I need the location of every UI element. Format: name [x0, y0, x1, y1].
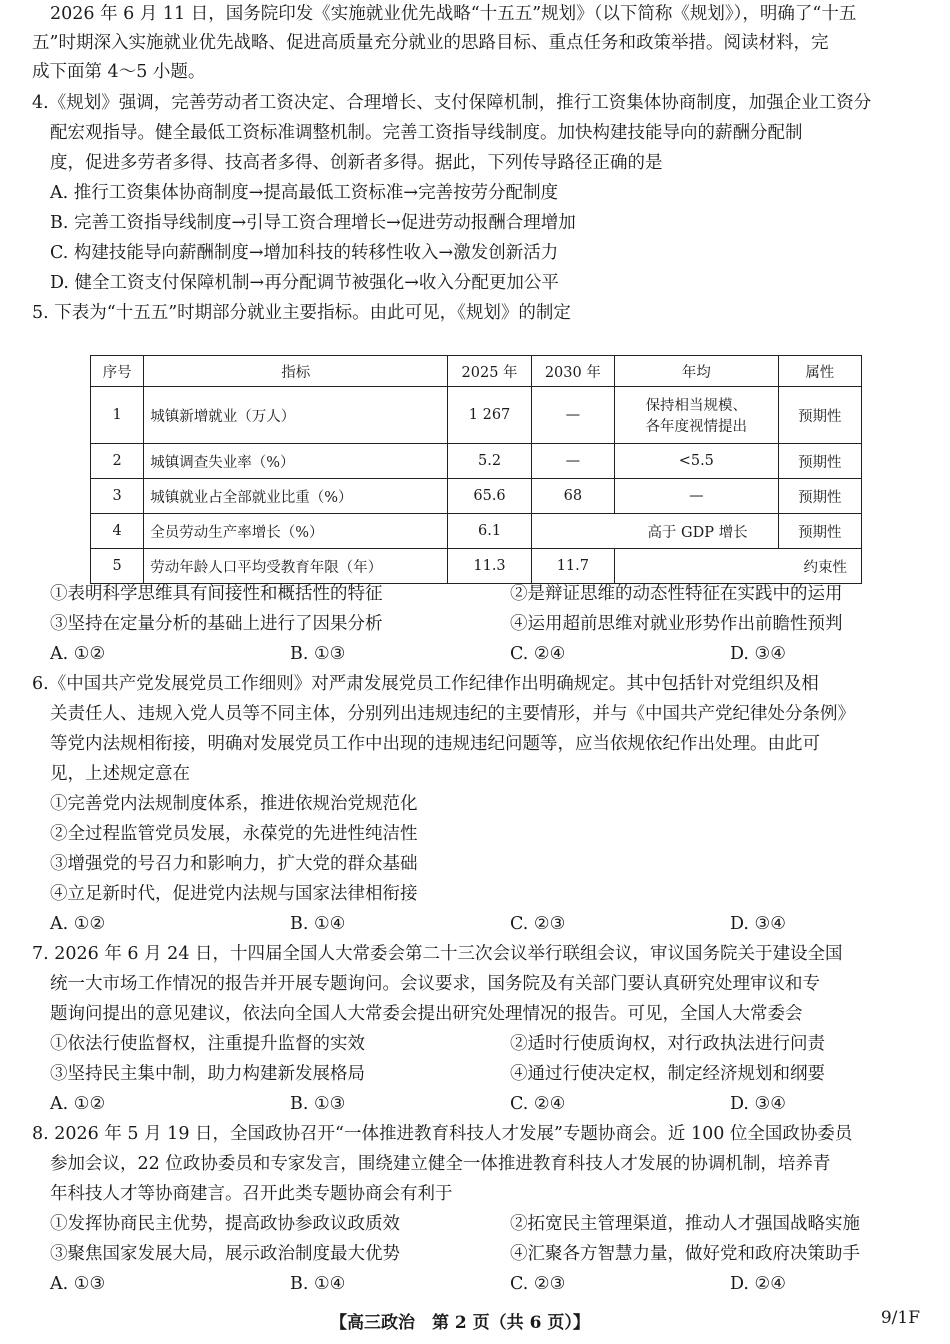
q5-statement-4: ④运用超前思维对就业形势作出前瞻性预判 — [510, 614, 843, 634]
table-cell: 1 267 — [448, 387, 531, 444]
table-header-attribute: 属性 — [778, 356, 861, 387]
q6-stem-line-3: 等党内法规相衔接，明确对发展党员工作中出现的违规违纪问题等，应当依规依纪作出处理。由此可 — [50, 734, 820, 754]
table-cell: 1 — [91, 387, 144, 444]
table-cell: 5.2 — [448, 444, 531, 479]
employment-indicators-table — [90, 355, 862, 584]
q7-statement-1: ①依法行使监督权，注重提升监督的实效 — [50, 1034, 365, 1054]
q7-choice-b: B. ①③ — [290, 1094, 346, 1114]
q4-stem-line-3: 度，促进多劳者多得、技高者多得、创新者多得。据此，下列传导路径正确的是 — [50, 153, 663, 173]
q8-statement-4: ④汇聚各方智慧力量，做好党和政府决策助手 — [510, 1244, 860, 1264]
table-row — [91, 479, 862, 514]
q6-statement-1: ①完善党内法规制度体系，推进依规治党规范化 — [50, 794, 418, 814]
q5-statement-2: ②是辩证思维的动态性特征在实践中的运用 — [510, 584, 843, 604]
footer-code: 9/1F — [880, 1308, 920, 1328]
table-cell: 预期性 — [778, 387, 861, 444]
table-cell: 约束性 — [615, 549, 862, 584]
q5-stem: 5. 下表为“十五五”时期部分就业主要指标。由此可见，《规划》的制定 — [32, 303, 571, 323]
table-cell: 预期性 — [778, 444, 861, 479]
table-cell — [615, 387, 779, 444]
q8-stem-line-2: 参加会议，22 位政协委员和专家发言，围绕建立健全一体推进教育科技人才发展的协调机制，培养青 — [50, 1154, 831, 1174]
q7-stem-line-3: 题询问提出的意见建议，依法向全国人大常委会提出研究处理情况的报告。可见，全国人大常委会 — [50, 1004, 803, 1024]
table-cell: 2 — [91, 444, 144, 479]
table-cell: 城镇新增就业（万人） — [144, 387, 448, 444]
table-header-2030: 2030 年 — [531, 356, 614, 387]
q4-option-c: C. 构建技能导向薪酬制度→增加科技的转移性收入→激发创新活力 — [50, 243, 559, 263]
q8-choice-d: D. ②④ — [730, 1274, 786, 1294]
table-cell: 劳动年龄人口平均受教育年限（年） — [144, 549, 448, 584]
q5-statement-3: ③坚持在定量分析的基础上进行了因果分析 — [50, 614, 383, 634]
table-cell: 预期性 — [778, 514, 861, 549]
table-cell-line: 各年度视情提出 — [645, 419, 748, 435]
table-cell: 65.6 — [448, 479, 531, 514]
q7-statement-2: ②适时行使质询权，对行政执法进行问责 — [510, 1034, 825, 1054]
q8-statement-1: ①发挥协商民主优势，提高政协参政议政质效 — [50, 1214, 400, 1234]
q6-statement-3: ③增强党的号召力和影响力，扩大党的群众基础 — [50, 854, 418, 874]
table-row — [91, 387, 862, 444]
q8-choice-b: B. ①④ — [290, 1274, 346, 1294]
q6-statement-2: ②全过程监管党员发展，永葆党的先进性纯洁性 — [50, 824, 418, 844]
table-cell: <5.5 — [615, 444, 779, 479]
table-row — [91, 444, 862, 479]
table-cell: 城镇就业占全部就业比重（%） — [144, 479, 448, 514]
q6-choice-c: C. ②③ — [510, 914, 566, 934]
q7-choice-d: D. ③④ — [730, 1094, 786, 1114]
table-header-index: 序号 — [91, 356, 144, 387]
q8-statement-3: ③聚焦国家发展大局，展示政治制度最大优势 — [50, 1244, 400, 1264]
table-cell: 68 — [531, 479, 614, 514]
intro-line-1: 2026 年 6 月 11 日，国务院印发《实施就业优先战略“十五五”规划》（以下简称《规划》），明确了“十五 — [50, 4, 857, 24]
q5-choice-a: A. ①② — [50, 644, 106, 664]
intro-line-3: 成下面第 4～5 小题。 — [32, 62, 206, 82]
table-cell-line: 保持相当规模、 — [645, 398, 748, 414]
q6-stem-line-4: 见，上述规定意在 — [50, 764, 190, 784]
q6-choice-a: A. ①② — [50, 914, 106, 934]
table-cell: 11.3 — [448, 549, 531, 584]
q4-option-a: A. 推行工资集体协商制度→提高最低工资标准→完善按劳分配制度 — [50, 183, 559, 203]
table-cell: 5 — [91, 549, 144, 584]
q7-stem-line-2: 统一大市场工作情况的报告并开展专题询问。会议要求，国务院及有关部门要认真研究处理审议和专 — [50, 974, 820, 994]
table-cell: — — [531, 444, 614, 479]
q8-stem-line-3: 年科技人才等协商建言。召开此类专题协商会有利于 — [50, 1184, 453, 1204]
table-cell-text: 高于 GDP 增长 — [647, 524, 748, 541]
q5-choice-d: D. ③④ — [730, 644, 786, 664]
q6-stem-line-1: 6.《中国共产党发展党员工作细则》对严肃发展党员工作纪律作出明确规定。其中包括针对党组织及相 — [32, 674, 819, 694]
table-header-annual: 年均 — [615, 356, 779, 387]
table-row — [91, 514, 862, 549]
table-cell: — — [615, 479, 779, 514]
q4-option-b: B. 完善工资指导线制度→引导工资合理增长→促进劳动报酬合理增加 — [50, 213, 576, 233]
table-header-indicator: 指标 — [144, 356, 448, 387]
table-row — [91, 549, 862, 584]
q5-choice-b: B. ①③ — [290, 644, 346, 664]
q8-statement-2: ②拓宽民主管理渠道，推动人才强国战略实施 — [510, 1214, 860, 1234]
q4-option-d: D. 健全工资支付保障机制→再分配调节被强化→收入分配更加公平 — [50, 273, 559, 293]
table-cell: 4 — [91, 514, 144, 549]
q7-choice-a: A. ①② — [50, 1094, 106, 1114]
q4-stem-line-2: 配宏观指导。健全最低工资标准调整机制。完善工资指导线制度。加快构建技能导向的薪酬分配制 — [50, 123, 803, 143]
q8-choice-a: A. ①③ — [50, 1274, 106, 1294]
q6-choice-d: D. ③④ — [730, 914, 786, 934]
intro-line-2: 五”时期深入实施就业优先战略、促进高质量充分就业的思路目标、重点任务和政策举措。阅读材料，完 — [32, 33, 829, 53]
table-cell: 城镇调查失业率（%） — [144, 444, 448, 479]
q7-statement-3: ③坚持民主集中制，助力构建新发展格局 — [50, 1064, 365, 1084]
q8-choice-c: C. ②③ — [510, 1274, 566, 1294]
q7-stem-line-1: 7. 2026 年 6 月 24 日，十四届全国人大常委会第二十三次会议举行联组会议，审议国务院关于建设全国 — [32, 944, 843, 964]
q7-choice-c: C. ②④ — [510, 1094, 566, 1114]
q5-choice-c: C. ②④ — [510, 644, 566, 664]
table-cell: 3 — [91, 479, 144, 514]
table-header-2025: 2025 年 — [448, 356, 531, 387]
q7-statement-4: ④通过行使决定权，制定经济规划和纲要 — [510, 1064, 825, 1084]
q6-choice-b: B. ①④ — [290, 914, 346, 934]
table-cell: — — [531, 387, 614, 444]
footer-page-title: 【高三政治 第 2 页（共 6 页）】 — [330, 1313, 590, 1333]
q6-statement-4: ④立足新时代，促进党内法规与国家法律相衔接 — [50, 884, 418, 904]
table-cell: 6.1 — [448, 514, 531, 549]
table-cell: 11.7 — [531, 549, 614, 584]
q6-stem-line-2: 关责任人、违规入党人员等不同主体，分别列出违规违纪的主要情形，并与《中国共产党纪律处分条例》 — [50, 704, 855, 724]
table-cell: 全员劳动生产率增长（%） — [144, 514, 448, 549]
q4-stem-line-1: 4.《规划》强调，完善劳动者工资决定、合理增长、支付保障机制，推行工资集体协商制度，加强企业工资分 — [32, 93, 872, 113]
table-cell — [531, 514, 778, 549]
table-cell: 预期性 — [778, 479, 861, 514]
q5-statement-1: ①表明科学思维具有间接性和概括性的特征 — [50, 584, 383, 604]
q8-stem-line-1: 8. 2026 年 5 月 19 日，全国政协召开“一体推进教育科技人才发展”专题协商会。近 100 位全国政协委员 — [32, 1124, 853, 1144]
